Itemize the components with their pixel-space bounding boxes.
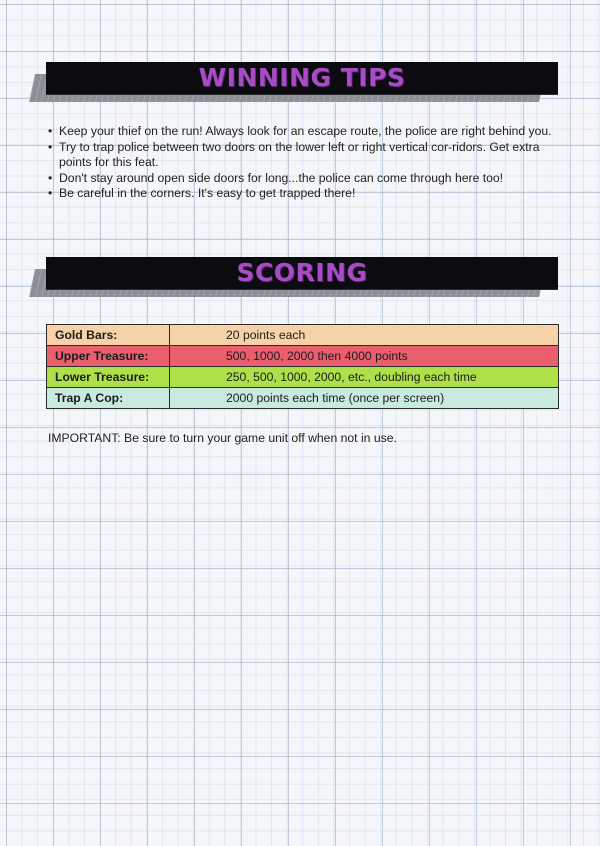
scoring-row-lower-treasure (47, 367, 559, 388)
tip-item: • Keep your thief on the run! Always look for an escape route, the police are right behind you. (48, 124, 558, 140)
scoring-row-upper-treasure (47, 346, 559, 367)
tip-item: • Don't stay around open side doors for long...the police can come through here too! (48, 171, 558, 187)
scoring-label: Gold Bars: (47, 325, 170, 346)
scoring-value: 2000 points each time (once per screen) (170, 388, 559, 409)
scoring-value: 20 points each (170, 325, 559, 346)
tips-list (48, 124, 558, 202)
scoring-heading: SCORING (236, 258, 368, 287)
scoring-row-gold-bars (47, 325, 559, 346)
scoring-banner (32, 257, 558, 299)
scoring-row-trap-a-cop (47, 388, 559, 409)
tip-item: • Be careful in the corners. It's easy to get trapped there! (48, 186, 558, 202)
tip-item: • Try to trap police between two doors on the lower left or right vertical cor-ridors. Get extra points for this feat. (48, 140, 558, 171)
scoring-value: 250, 500, 1000, 2000, etc., doubling each time (170, 367, 559, 388)
scoring-value: 500, 1000, 2000 then 4000 points (170, 346, 559, 367)
scoring-label: Upper Treasure: (47, 346, 170, 367)
scoring-label: Trap A Cop: (47, 388, 170, 409)
winning-tips-banner (32, 62, 558, 104)
important-note: IMPORTANT: Be sure to turn your game unit off when not in use. (48, 431, 397, 445)
scoring-label: Lower Treasure: (47, 367, 170, 388)
winning-tips-heading: WINNING TIPS (198, 63, 406, 92)
scoring-table (46, 324, 559, 409)
